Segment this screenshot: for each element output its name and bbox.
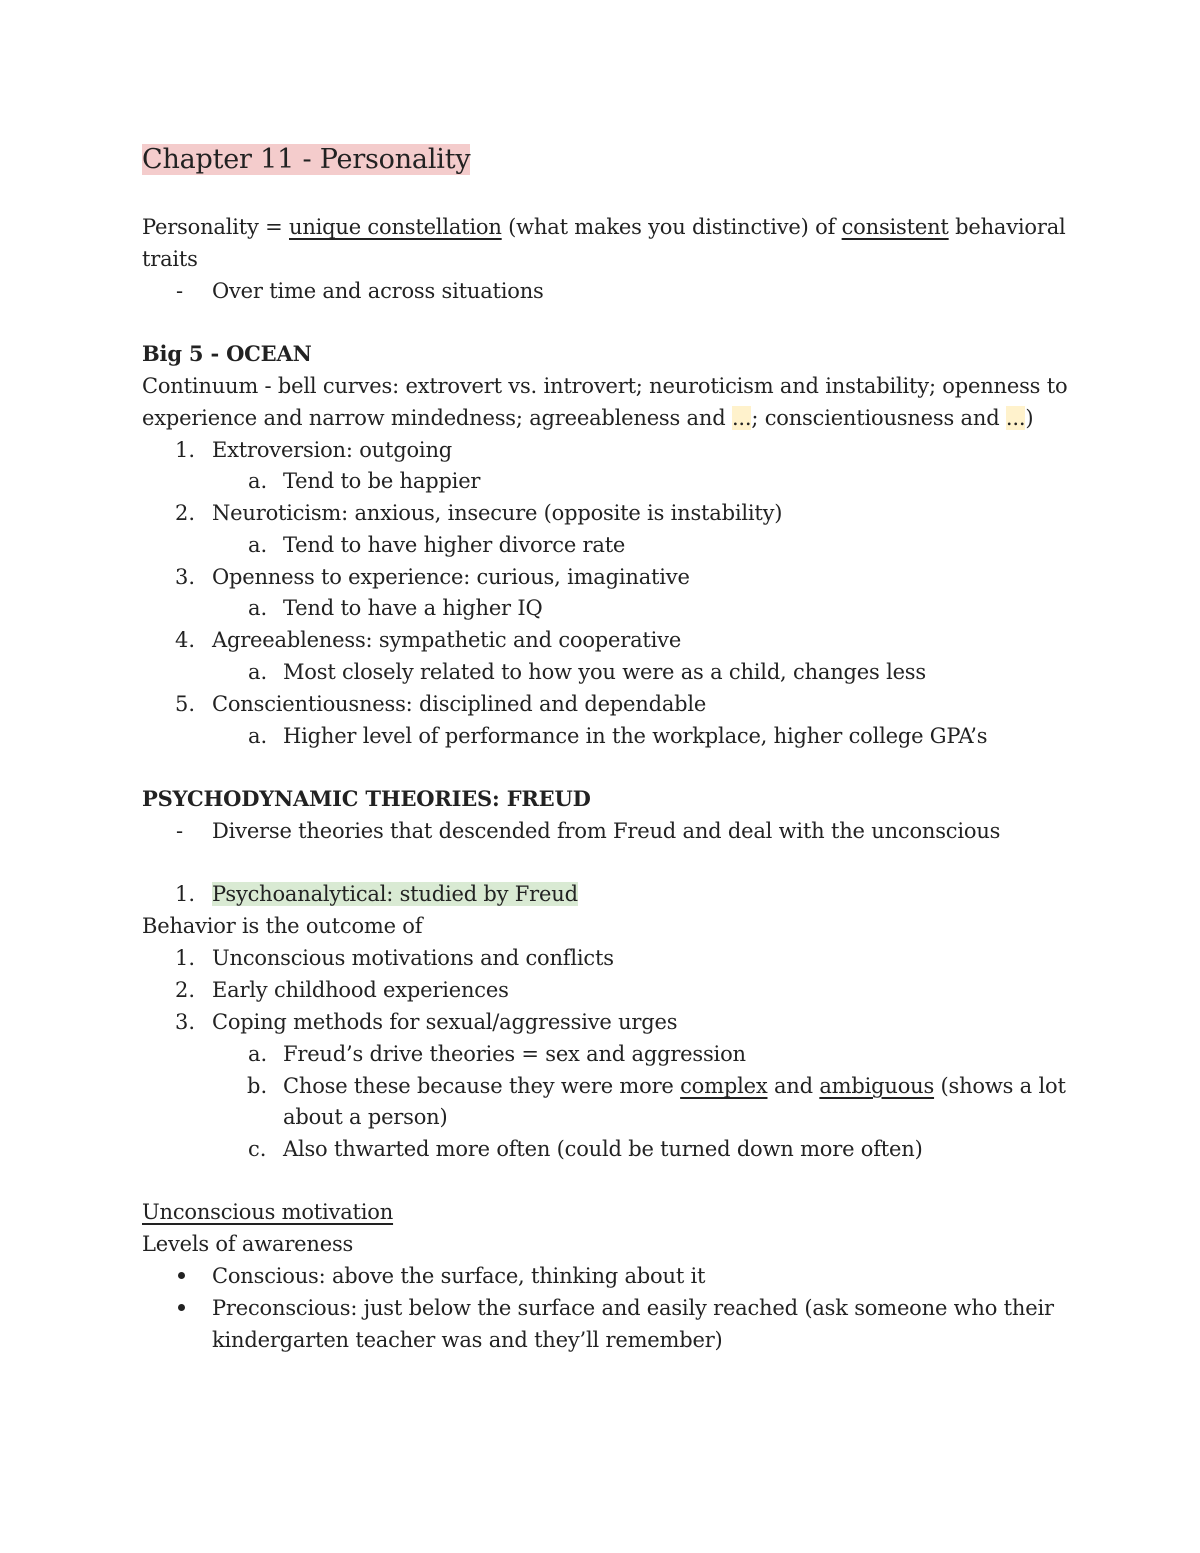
list-number: 4. <box>175 628 196 652</box>
underlined-term: complex <box>680 1074 768 1098</box>
list-letter: a. <box>248 660 268 684</box>
list-item: Openness to experience: curious, imaginative <box>212 565 690 589</box>
list-letter: a. <box>248 469 268 493</box>
dash-marker: - <box>176 279 184 303</box>
list-subitem: Tend to have higher divorce rate <box>283 533 626 557</box>
list-item: Early childhood experiences <box>212 978 509 1002</box>
list-subitem: Tend to be happier <box>283 469 481 493</box>
list-subitem: Also thwarted more often (could be turned down more often) <box>283 1137 923 1161</box>
list-number: 5. <box>175 692 196 716</box>
list-letter: a. <box>248 596 268 620</box>
intro-subpoint: Over time and across situations <box>212 279 544 303</box>
list-item: Conscientiousness: disciplined and dependable <box>212 692 707 716</box>
list-item: Agreeableness: sympathetic and cooperative <box>212 628 682 652</box>
underlined-term: ambiguous <box>819 1074 935 1098</box>
section-heading-unconscious: Unconscious motivation <box>142 1200 394 1224</box>
bullet-icon <box>178 1304 185 1311</box>
list-number: 1. <box>175 946 196 970</box>
list-subitem: Higher level of performance in the workplace, higher college GPA’s <box>283 724 988 748</box>
psychodynamic-subpoint: Diverse theories that descended from Freud and deal with the unconscious <box>212 819 1001 843</box>
list-item-highlighted <box>212 878 578 910</box>
underlined-term: consistent <box>841 215 949 239</box>
list-subitem-cont: about a person) <box>283 1105 448 1129</box>
list-item: Coping methods for sexual/aggressive urges <box>212 1010 678 1034</box>
bullet-icon <box>178 1272 185 1279</box>
list-letter: a. <box>248 1042 268 1066</box>
section-heading-big5: Big 5 - OCEAN <box>142 341 312 366</box>
list-number: 2. <box>175 501 196 525</box>
list-number: 3. <box>175 565 196 589</box>
behavior-line: Behavior is the outcome of <box>142 914 423 938</box>
list-item: Neuroticism: anxious, insecure (opposite is instability) <box>212 501 783 525</box>
list-item: Extroversion: outgoing <box>212 438 453 462</box>
list-letter: c. <box>248 1137 267 1161</box>
page-title <box>142 140 470 180</box>
list-item: Unconscious motivations and conflicts <box>212 946 614 970</box>
list-number: 1. <box>175 882 196 906</box>
bullet-item-cont: kindergarten teacher was and they’ll remember) <box>212 1328 723 1352</box>
intro-line: Personality = unique constellation (what makes you distinctive) of consistent behavioral <box>142 215 1066 239</box>
intro-continuation: traits <box>142 247 198 271</box>
list-number: 2. <box>175 978 196 1002</box>
levels-line: Levels of awareness <box>142 1232 354 1256</box>
list-letter: a. <box>248 533 268 557</box>
list-number: 3. <box>175 1010 196 1034</box>
bullet-item: Preconscious: just below the surface and easily reached (ask someone who their <box>212 1296 1054 1320</box>
big5-description-cont: experience and narrow mindedness; agreeableness and ...; conscientiousness and ...) <box>142 406 1034 430</box>
title-text: Chapter 11 - Personality <box>142 144 471 175</box>
list-subitem: Chose these because they were more complex and ambiguous (shows a lot <box>283 1074 1066 1098</box>
section-heading-psychodynamic: PSYCHODYNAMIC THEORIES: FREUD <box>142 786 591 811</box>
list-subitem: Most closely related to how you were as a child, changes less <box>283 660 926 684</box>
underlined-term: unique constellation <box>289 215 502 239</box>
dash-marker: - <box>176 819 184 843</box>
list-letter: a. <box>248 724 268 748</box>
highlighted-ellipsis: ... <box>731 406 752 430</box>
list-subitem: Tend to have a higher IQ <box>283 596 543 620</box>
highlighted-text: Psychoanalytical: studied by Freud <box>212 882 578 906</box>
list-subitem: Freud’s drive theories = sex and aggression <box>283 1042 746 1066</box>
highlighted-ellipsis: ... <box>1005 406 1026 430</box>
big5-description: Continuum - bell curves: extrovert vs. introvert; neuroticism and instability; openness to <box>142 374 1068 398</box>
list-number: 1. <box>175 438 196 462</box>
list-letter: b. <box>247 1074 268 1098</box>
bullet-item: Conscious: above the surface, thinking about it <box>212 1264 706 1288</box>
